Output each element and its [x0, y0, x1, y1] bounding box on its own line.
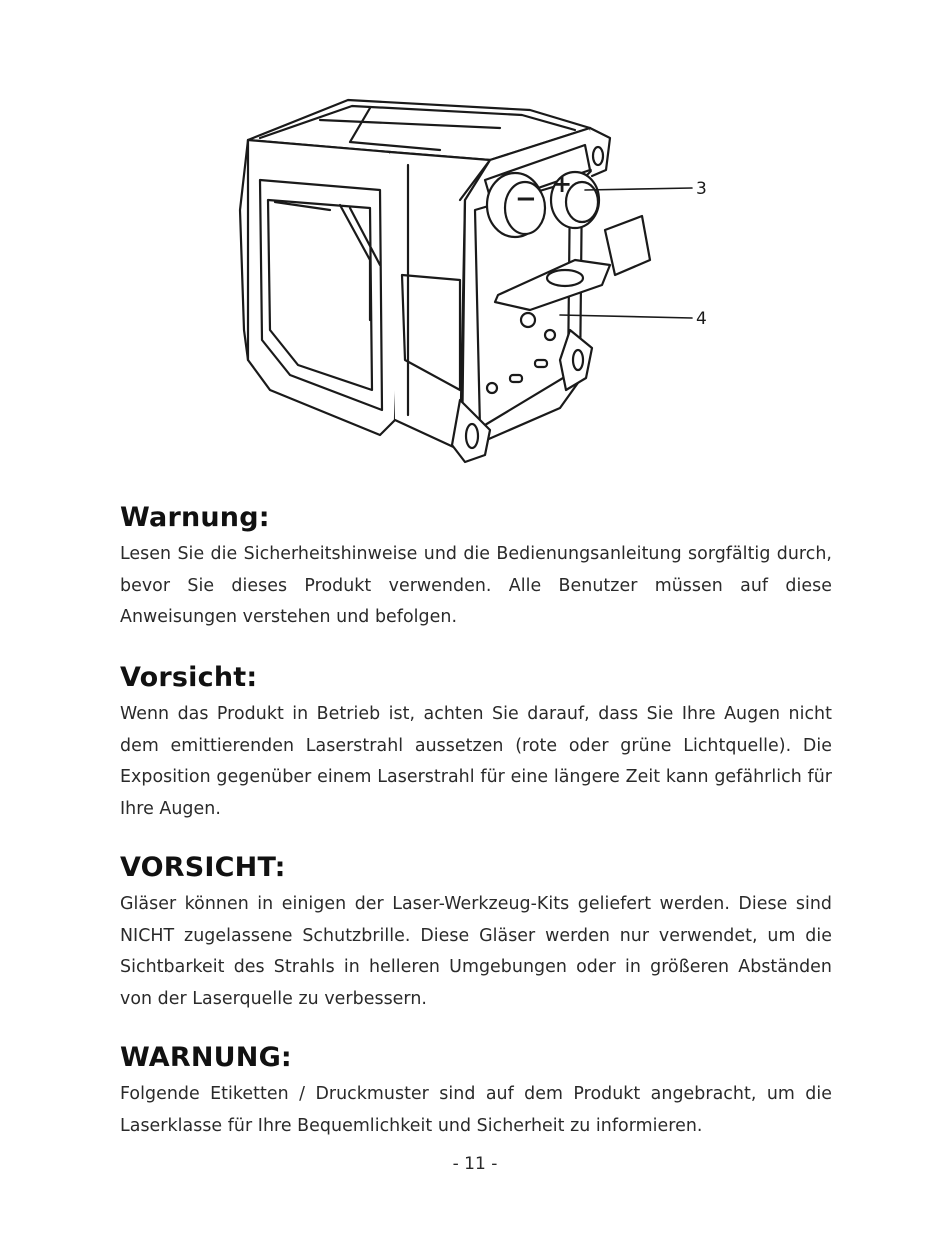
section-warnung — [120, 502, 832, 634]
section-body: Wenn das Produkt in Betrieb ist, achten Sie darauf, dass Sie Ihre Augen nicht dem emittierenden Laserstrahl aussetzen (rote oder grüne Lichtquelle). Die Exposition gegenüber einem Laserstrahl für eine längere Zeit kann gefährlich für Ihre Augen. — [120, 704, 832, 819]
section-body: Folgende Etiketten / Druckmuster sind auf dem Produkt angebracht, um die Laserklasse für Ihre Bequemlichkeit und Sicherheit zu informieren. — [120, 1084, 832, 1136]
section-warnung-caps — [120, 1042, 832, 1142]
section-body: Lesen Sie die Sicherheitshinweise und die Bedienungsanleitung sorgfältig durch, bevor Sie dieses Produkt verwenden. Alle Benutzer müssen auf diese Anweisungen verstehen und befolgen. — [120, 544, 832, 627]
section-heading: WARNUNG: — [120, 1042, 292, 1073]
section-vorsicht — [120, 662, 832, 825]
section-body: Gläser können in einigen der Laser-Werkzeug-Kits geliefert werden. Diese sind NICHT zugelassene Schutzbrille. Diese Gläser werden nur verwendet, um die Sichtbarkeit des Strahls in helleren Umgebungen oder in größeren Abständen von der Laserquelle zu verbessern. — [120, 894, 832, 1009]
battery-negative-sign: − — [515, 184, 537, 214]
product-illustration — [230, 90, 730, 470]
section-heading: Warnung: — [120, 502, 270, 533]
battery-positive-sign: + — [552, 170, 573, 198]
laser-level-battery-diagram — [230, 90, 730, 470]
callout-4: 4 — [696, 309, 707, 329]
section-heading: VORSICHT: — [120, 852, 286, 883]
section-vorsicht-caps — [120, 852, 832, 1015]
callout-3: 3 — [696, 179, 707, 199]
page-number: - 11 - — [452, 1154, 498, 1174]
section-heading: Vorsicht: — [120, 662, 258, 693]
